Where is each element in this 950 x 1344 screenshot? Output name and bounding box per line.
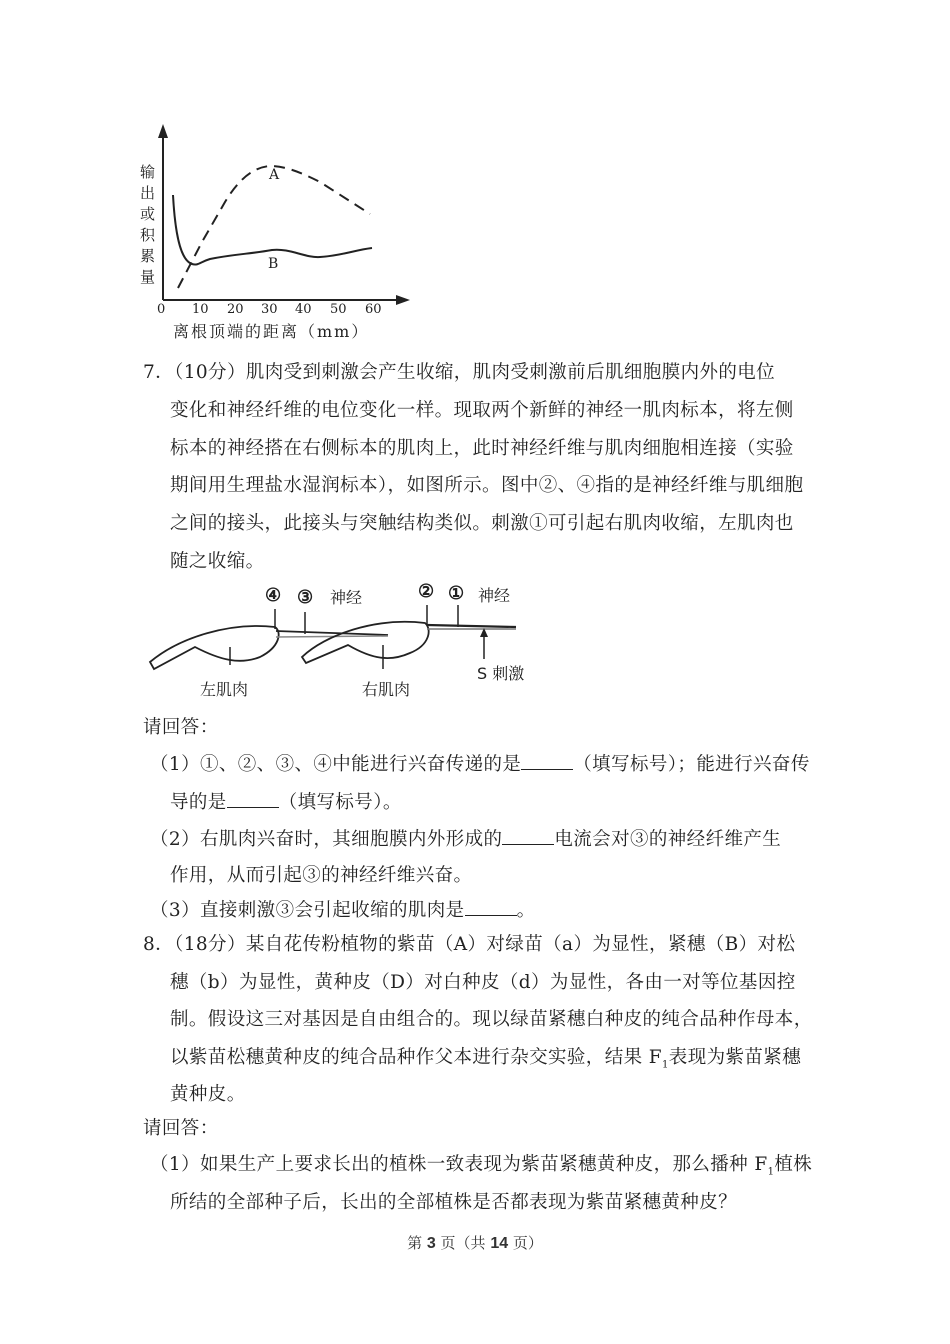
q7-sub2-text: 电流会对③的神经纤维产生 — [554, 829, 782, 850]
q8-sub1-line1 — [150, 1150, 812, 1178]
q7-sub3 — [150, 896, 535, 922]
q7-sub2-text: （2）右肌肉兴奋时，其细胞膜内外形成的 — [150, 829, 503, 850]
q7-sub1-line1 — [150, 750, 810, 776]
x-tick-origin: 0 — [157, 302, 166, 317]
root-distance-chart — [140, 122, 420, 342]
label-junction-2: ② — [418, 581, 435, 602]
y-axis-label — [140, 162, 160, 288]
curve-a-label: A — [269, 167, 280, 183]
q8-subscript: 1 — [662, 1059, 669, 1071]
nerve-muscle-diagram — [140, 577, 540, 702]
q7-sub3-text: 。 — [516, 900, 536, 921]
q7-sub1-text: （1）①、②、③、④中能进行兴奋传递的是 — [150, 754, 522, 775]
curve-b-label: B — [268, 256, 279, 272]
q8-text: 以紫苗松穗黄种皮的纯合品种作父本进行杂交实验，结果 F — [170, 1047, 663, 1068]
q7-line-2: 变化和神经纤维的电位变化一样。现取两个新鲜的神经一肌肉标本，将左侧 — [170, 400, 794, 421]
label-nerve-right: 神经 — [478, 586, 511, 605]
q7-sub1-text: （填写标号）。 — [278, 792, 402, 813]
label-right-muscle: 右肌肉 — [362, 680, 411, 699]
q7-sub1-text: （填写标号）；能进行兴奋传 — [573, 754, 810, 775]
label-fiber-3: ③ — [297, 587, 314, 608]
x-tick: 20 — [227, 302, 244, 317]
q7-line-3: 标本的神经搭在右侧标本的肌肉上，此时神经纤维与肌肉细胞相连接（实验 — [170, 438, 794, 459]
q7-line-5: 之间的接头，此接头与突触结构类似。刺激①可引起右肌肉收缩，左肌肉也 — [170, 513, 794, 534]
label-fiber-1: ① — [448, 583, 465, 604]
q7-line-6: 随之收缩。 — [170, 551, 265, 572]
q7-sub2-line2: 作用，从而引起③的神经纤维兴奋。 — [170, 865, 473, 886]
q8-subscript: 1 — [767, 1166, 775, 1178]
footer-text: 页（共 — [435, 1234, 491, 1252]
x-tick: 60 — [365, 302, 382, 317]
y-label-char: 积 — [140, 226, 156, 244]
q8-line-4 — [170, 1043, 801, 1071]
q7-sub1-text: 导的是 — [170, 792, 227, 813]
q8-sub1-text: 植株 — [774, 1154, 813, 1175]
x-tick: 50 — [330, 302, 347, 317]
q7-sub2-line1 — [150, 825, 781, 851]
y-label-char: 出 — [140, 184, 156, 202]
q7-sub1-line2 — [170, 788, 402, 814]
label-left-muscle: 左肌肉 — [200, 680, 249, 699]
q7-prompt: 请回答： — [143, 717, 219, 738]
x-axis-label: 离根顶端的距离（mm） — [173, 322, 370, 341]
current-page-number: 3 — [426, 1235, 436, 1252]
q8-text: 表现为紫苗紧穗 — [668, 1047, 802, 1068]
label-nerve-left: 神经 — [330, 588, 363, 607]
q7-line-4: 期间用生理盐水湿润标本），如图所示。图中②、④指的是神经纤维与肌细胞 — [170, 475, 804, 496]
q8-sub1-text: （1）如果生产上要求长出的植株一致表现为紫苗紧穗黄种皮，那么播种 F — [150, 1154, 768, 1175]
answer-blank[interactable] — [521, 755, 573, 770]
answer-blank[interactable] — [465, 901, 517, 916]
q8-line-3: 制。假设这三对基因是自由组合的。现以绿苗紧穗白种皮的纯合品种作母本， — [170, 1009, 813, 1030]
x-tick: 40 — [295, 302, 312, 317]
y-label-char: 累 — [140, 247, 156, 265]
label-stimulus: S 刺激 — [477, 664, 525, 683]
q8-sub1-line2: 所结的全部种子后，长出的全部植株是否都表现为紫苗紧穗黄种皮？ — [170, 1192, 738, 1213]
page-footer — [0, 1232, 950, 1253]
x-tick: 30 — [261, 302, 278, 317]
total-page-count: 14 — [490, 1235, 509, 1252]
label-junction-4: ④ — [265, 585, 282, 606]
footer-text: 页） — [508, 1234, 543, 1252]
y-label-char: 量 — [140, 268, 156, 286]
x-tick: 10 — [192, 302, 209, 317]
q8-line-5: 黄种皮。 — [170, 1084, 246, 1105]
q8-line-2: 穗（b）为显性，黄种皮（D）对白种皮（d）为显性，各由一对等位基因控 — [170, 972, 796, 993]
answer-blank[interactable] — [502, 830, 554, 845]
q7-sub3-text: （3）直接刺激③会引起收缩的肌肉是 — [150, 900, 465, 921]
y-label-char: 或 — [140, 205, 156, 223]
footer-text: 第 — [407, 1234, 427, 1252]
q7-line-1: 7．（10分）肌肉受到刺激会产生收缩，肌肉受刺激前后肌细胞膜内外的电位 — [143, 362, 776, 383]
y-label-char: 输 — [140, 163, 156, 181]
answer-blank[interactable] — [227, 793, 279, 808]
q8-line-1: 8．（18分）某自花传粉植物的紫苗（A）对绿苗（a）为显性，紧穗（B）对松 — [143, 934, 796, 955]
q8-prompt: 请回答： — [143, 1118, 219, 1139]
